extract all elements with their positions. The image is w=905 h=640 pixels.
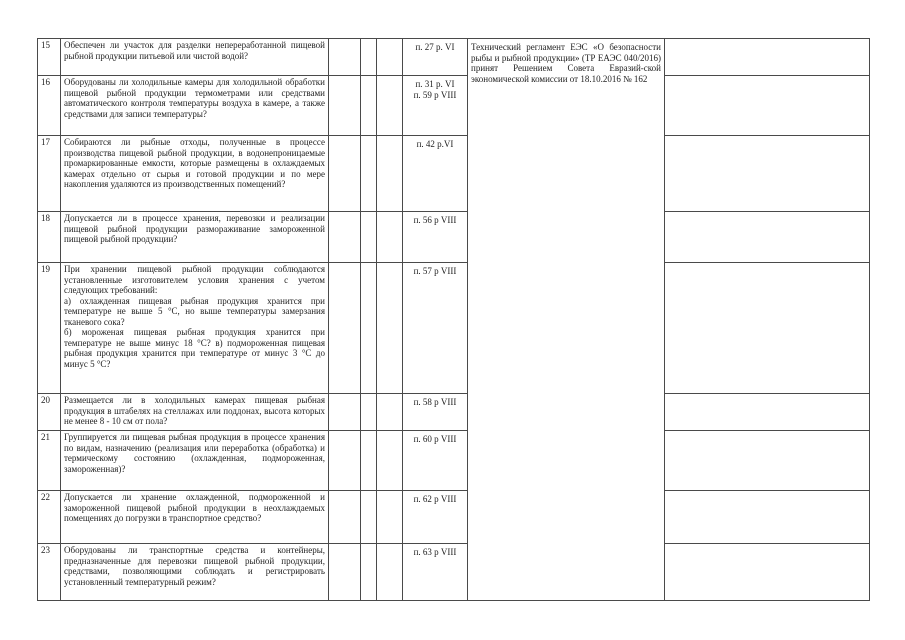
question-cell: Оборудованы ли транспортные средства и контейнеры, предназначенные для перевозки пищевой рыбной продукции, средствами, позволяющими соблюдать и регистрировать установленный температурный режим? <box>61 544 329 601</box>
question-cell: Размещается ли в холодильных камерах пищевая рыбная продукция в штабелях на стеллажах или поддонах, высота которых не менее 8 - 10 см от пола? <box>61 394 329 431</box>
reference-cell <box>403 544 468 601</box>
table-row <box>38 39 870 76</box>
row-number: 22 <box>38 491 61 544</box>
notes-cell <box>665 263 870 394</box>
answer-no-cell <box>361 76 377 136</box>
checklist-table <box>37 38 870 601</box>
answer-no-cell <box>361 544 377 601</box>
reference-text: п. 63 р VIII <box>413 547 457 557</box>
reference-cell <box>403 491 468 544</box>
notes-cell <box>665 76 870 136</box>
question-cell: Группируется ли пищевая рыбная продукция в процессе хранения по видам, назначению (реализация или переработка (обработка) и термическому состоянию (охлажденная, подмороженная, замороженная)? <box>61 431 329 491</box>
reference-text: п. 59 р VIII <box>413 89 457 100</box>
row-number: 17 <box>38 136 61 212</box>
reference-text: п. 57 р VIII <box>413 266 457 276</box>
notes-cell <box>665 212 870 263</box>
question-text: При хранении пищевой рыбной продукции соблюдаются установленные изготовителем условия хранения с учетом следующих требований: <box>64 264 325 295</box>
table-row <box>38 76 870 136</box>
notes-cell <box>665 136 870 212</box>
row-number: 20 <box>38 394 61 431</box>
reference-text: п. 56 р VIII <box>413 215 457 225</box>
answer-no-cell <box>361 394 377 431</box>
table-row <box>38 491 870 544</box>
notes-cell <box>665 431 870 491</box>
answer-yes-cell <box>329 212 361 263</box>
notes-cell <box>665 491 870 544</box>
answer-no-cell <box>361 212 377 263</box>
question-cell: Оборудованы ли холодильные камеры для холодильной обработки пищевой рыбной продукции термометрами или средствами автоматического контроля температуры воздуха в камере, а также средствами для записи температуры? <box>61 76 329 136</box>
reference-text: п. 62 р VIII <box>413 494 457 504</box>
answer-yes-cell <box>329 136 361 212</box>
answer-yes-cell <box>329 394 361 431</box>
table-row <box>38 394 870 431</box>
row-number: 18 <box>38 212 61 263</box>
answer-yes-cell <box>329 491 361 544</box>
notes-cell <box>665 544 870 601</box>
answer-yes-cell <box>329 431 361 491</box>
reference-text: п. 27 р. VI <box>415 42 455 52</box>
answer-yes-cell <box>329 76 361 136</box>
answer-no-cell <box>361 491 377 544</box>
answer-na-cell <box>377 212 403 263</box>
row-number: 15 <box>38 39 61 76</box>
question-cell: Собираются ли рыбные отходы, полученные в процессе производства пищевой рыбной продукции, в водонепроницаемые промаркированные емкости, которые размещены в охлаждаемых камерах отдельно от сырья и готовой продукции и по мере накопления удаляются из производственных помещений? <box>61 136 329 212</box>
answer-no-cell <box>361 39 377 76</box>
question-item-b: б) мороженая пищевая рыбная продукция хранится при температуре не выше минус 18 °С? в) подмороженная пищевая рыбная продукция хранится при температуре от минус 3 °С до минус 5 °С? <box>64 327 325 369</box>
answer-na-cell <box>377 394 403 431</box>
answer-na-cell <box>377 39 403 76</box>
question-item-a: а) охлажденная пищевая рыбная продукция хранится при температуре не выше 5 °С, но выше температуры замерзания тканевого сока? <box>64 295 325 327</box>
reference-text: п. 31 р. VI <box>415 79 455 89</box>
table-row <box>38 136 870 212</box>
table-row <box>38 212 870 263</box>
reference-text: п. 58 р VIII <box>413 397 457 407</box>
reference-cell <box>403 431 468 491</box>
answer-na-cell <box>377 76 403 136</box>
question-cell: Допускается ли хранение охлажденной, подмороженной и замороженной пищевой рыбной продукции в неохлаждаемых помещениях до погрузки в транспортное средство? <box>61 491 329 544</box>
row-number: 16 <box>38 76 61 136</box>
reference-text: п. 60 р VIII <box>413 434 457 444</box>
question-cell: Обеспечен ли участок для разделки непереработанной пищевой рыбной продукции питьевой или чистой водой? <box>61 39 329 76</box>
reference-cell <box>403 136 468 212</box>
answer-yes-cell <box>329 544 361 601</box>
question-cell: Допускается ли в процессе хранения, перевозки и реализации пищевой рыбной продукции размораживание замороженной пищевой рыбной продукции? <box>61 212 329 263</box>
answer-no-cell <box>361 431 377 491</box>
table-row <box>38 544 870 601</box>
reference-cell <box>403 76 468 136</box>
table-row <box>38 263 870 394</box>
notes-cell <box>665 394 870 431</box>
table-row <box>38 431 870 491</box>
row-number: 21 <box>38 431 61 491</box>
reference-cell <box>403 263 468 394</box>
answer-na-cell <box>377 544 403 601</box>
answer-yes-cell <box>329 263 361 394</box>
row-number: 19 <box>38 263 61 394</box>
answer-na-cell <box>377 431 403 491</box>
answer-yes-cell <box>329 39 361 76</box>
regulation-cell: Технический регламент ЕЭС «О безопасности рыбы и рыбной продукции» (ТР ЕАЭС 040/2016) принят Решением Совета Евразий-ской экономической комиссии от 18.10.2016 № 162 <box>468 39 665 601</box>
question-cell <box>61 263 329 394</box>
notes-cell <box>665 39 870 76</box>
answer-na-cell <box>377 263 403 394</box>
reference-cell <box>403 212 468 263</box>
reference-text: п. 42 р.VI <box>416 139 454 149</box>
reference-cell <box>403 394 468 431</box>
answer-no-cell <box>361 136 377 212</box>
reference-cell <box>403 39 468 76</box>
answer-na-cell <box>377 136 403 212</box>
answer-no-cell <box>361 263 377 394</box>
answer-na-cell <box>377 491 403 544</box>
row-number: 23 <box>38 544 61 601</box>
